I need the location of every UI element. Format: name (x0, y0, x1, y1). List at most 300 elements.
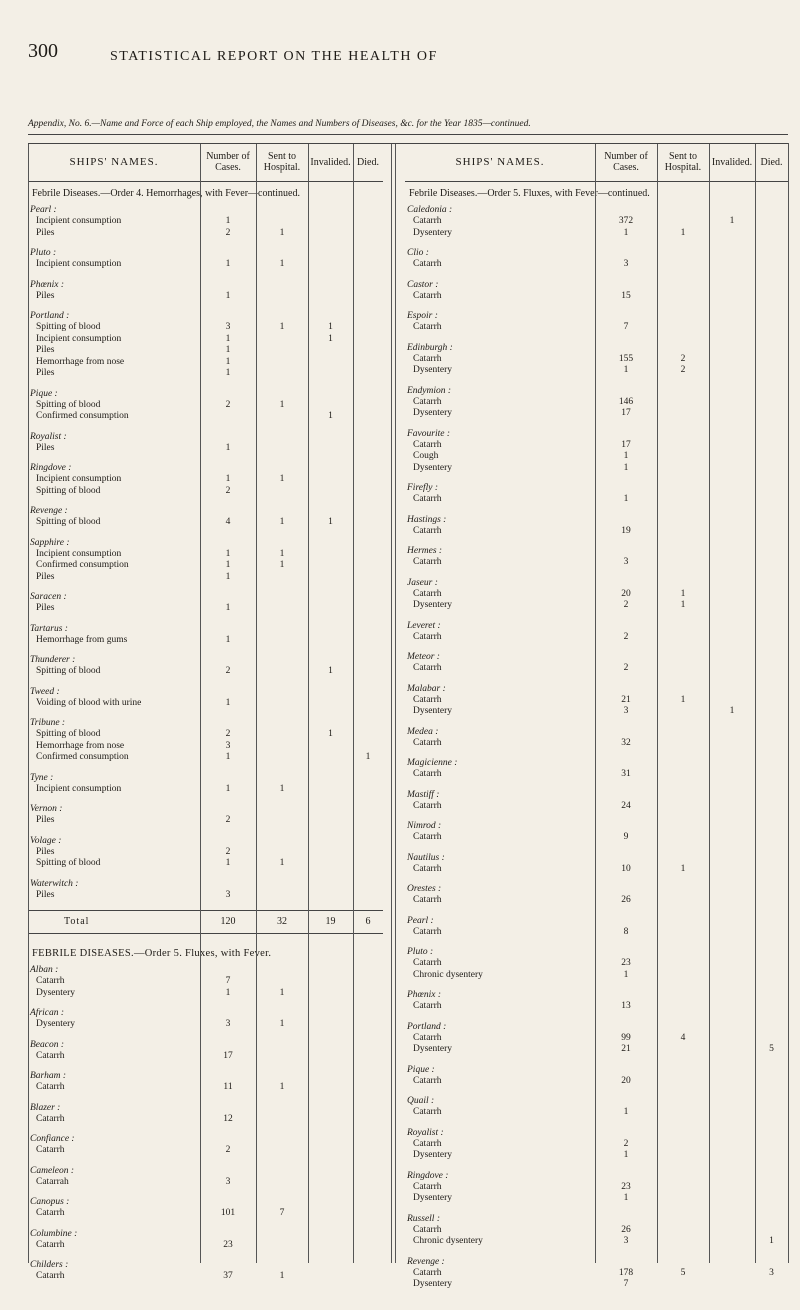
disease-row (28, 345, 383, 357)
cases-value: 32 (621, 737, 631, 748)
disease-row (28, 560, 383, 572)
disease-row (28, 741, 383, 753)
hospital-value: 2 (680, 365, 686, 375)
hospital-value: 1 (279, 1082, 285, 1092)
disease-name: Catarrh (413, 958, 442, 968)
cases-value: 1 (225, 368, 231, 378)
disease-name: Dysentery (36, 987, 76, 998)
disease-row (405, 1139, 788, 1151)
disease-name: Catarrh (36, 1050, 65, 1061)
right-invalided-rule (709, 143, 710, 1263)
disease-row (28, 1019, 383, 1031)
invalided-value: 1 (328, 322, 333, 332)
order-5-continued-ship-list (405, 205, 788, 1291)
disease-name: Catarrah (36, 1176, 69, 1187)
ship-name: Revenge : (30, 506, 68, 516)
disease-row (28, 858, 383, 870)
disease-name: Chronic dysentery (413, 1236, 483, 1246)
ship-name: Phœnix : (407, 990, 442, 1000)
disease-row (28, 322, 383, 334)
cases-value: 1 (225, 858, 231, 868)
hospital-value: 1 (279, 227, 285, 238)
disease-row (405, 354, 788, 366)
disease-row (28, 729, 383, 741)
ship-entry (28, 1197, 383, 1220)
disease-name: Incipient consumption (36, 259, 122, 269)
ship-entry (28, 1229, 383, 1252)
disease-row (28, 572, 383, 584)
ship-entry (405, 1128, 788, 1162)
cases-value: 17 (223, 1050, 233, 1061)
ship-name: Jaseur : (407, 577, 438, 588)
ship-entry (28, 655, 383, 678)
disease-name: Hemorrhage from nose (36, 740, 125, 751)
cases-value: 2 (225, 729, 231, 739)
disease-name: Catarrh (413, 216, 442, 226)
disease-name: Catarrh (413, 800, 442, 811)
disease-name: Incipient consumption (36, 783, 122, 794)
disease-name: Spitting of blood (36, 399, 101, 410)
disease-name: Catarrh (413, 631, 442, 642)
disease-row (405, 322, 788, 334)
disease-row (405, 397, 788, 409)
total-invalided: 19 (325, 916, 336, 927)
disease-row (405, 1001, 788, 1013)
disease-name: Cough (413, 451, 439, 461)
left-died-rule (353, 143, 354, 1263)
disease-name: Catarrh (36, 976, 65, 986)
disease-name: Catarrh (413, 1001, 442, 1011)
cases-value: 1 (623, 451, 629, 461)
ship-name: Thunderer : (30, 655, 76, 665)
disease-name: Hemorrhage from gums (36, 634, 128, 645)
disease-name: Piles (36, 368, 55, 378)
ship-name: Edinburgh : (407, 342, 453, 353)
disease-name: Dysentery (413, 600, 453, 610)
disease-name: Catarrh (413, 588, 442, 599)
order-5-ship-list (28, 965, 383, 1283)
ship-name: Sapphire : (30, 537, 70, 548)
disease-name: Catarrh (413, 694, 442, 705)
disease-row (28, 1051, 383, 1063)
disease-name: Confirmed consumption (36, 560, 129, 570)
cases-value: 1 (225, 333, 231, 344)
table-subtitle: Appendix, No. 6.—Name and Force of each Ship employed, the Names and Numbers of Diseases, &c. for the Year 1835—continued. (28, 119, 531, 129)
running-head: STATISTICAL REPORT ON THE HEALTH OF (110, 49, 438, 64)
ship-entry (405, 578, 788, 612)
hospital-value: 1 (279, 548, 285, 559)
hospital-value: 1 (680, 588, 686, 599)
cases-value: 178 (618, 1267, 634, 1278)
cases-value: 2 (225, 666, 231, 676)
cases-value: 155 (618, 353, 634, 364)
ship-entry (405, 546, 788, 569)
cases-value: 2 (225, 846, 231, 857)
disease-row (28, 890, 383, 902)
ship-entry (28, 879, 383, 902)
disease-name: Hemorrhage from nose (36, 356, 125, 367)
header-invalided: Invalided. (711, 156, 753, 168)
hospital-value: 1 (279, 517, 285, 527)
hospital-value: 1 (680, 600, 686, 610)
cases-value: 1 (225, 783, 231, 794)
ship-name: Leveret : (407, 620, 441, 631)
disease-name: Catarrh (413, 1181, 442, 1192)
ship-entry (405, 1214, 788, 1248)
ship-entry (405, 1096, 788, 1119)
disease-row (405, 1033, 788, 1045)
ship-name: Espoir : (407, 311, 438, 321)
left-invalided-rule (308, 143, 309, 1263)
ship-entry (405, 1257, 788, 1291)
disease-name: Catarrh (36, 1082, 65, 1092)
disease-name: Dysentery (413, 1044, 453, 1054)
section-order-4-title: Febrile Diseases.—Order 4. Hemorrhages, with Fever—continued. (32, 188, 300, 199)
ship-name: Caledonia : (407, 205, 453, 215)
cases-value: 2 (623, 631, 629, 642)
hospital-value: 1 (279, 1271, 285, 1281)
ship-name: Tweed : (30, 686, 60, 697)
disease-name: Dysentery (413, 365, 453, 375)
ship-entry (405, 515, 788, 538)
ship-entry (28, 1103, 383, 1126)
invalided-value: 1 (328, 333, 333, 344)
ship-name: Pique : (30, 388, 58, 399)
ship-name: Meteor : (407, 652, 440, 662)
ship-entry (28, 592, 383, 615)
ship-entry (28, 248, 383, 271)
hospital-value: 1 (279, 987, 285, 998)
ship-name: Tribune : (30, 718, 66, 728)
header-died: Died. (760, 156, 783, 168)
disease-name: Piles (36, 345, 55, 355)
cases-value: 3 (623, 706, 629, 716)
ship-entry (28, 965, 383, 999)
disease-row (28, 334, 383, 346)
cases-value: 1 (623, 1107, 629, 1117)
disease-name: Catarrh (413, 1107, 442, 1117)
hospital-value: 1 (279, 322, 285, 332)
ship-name: Revenge : (407, 1256, 445, 1267)
died-value: 1 (365, 752, 371, 762)
disease-name: Incipient consumption (36, 216, 122, 226)
left-column (28, 143, 383, 1292)
ship-entry (405, 1065, 788, 1088)
disease-name: Catarrh (413, 525, 442, 536)
cases-value: 2 (225, 227, 231, 238)
ship-name: Confiance : (30, 1134, 75, 1144)
hospital-value: 1 (680, 227, 686, 238)
died-value: 3 (769, 1267, 774, 1278)
disease-row (28, 259, 383, 271)
ship-entry (405, 205, 788, 239)
died-value: 1 (769, 1236, 774, 1246)
ship-entry (405, 684, 788, 718)
ship-entry (28, 1008, 383, 1031)
ship-name: Tartarus : (30, 623, 68, 634)
hospital-value: 5 (680, 1267, 686, 1278)
disease-row (28, 216, 383, 228)
hospital-value: 1 (680, 694, 686, 705)
invalided-value: 1 (729, 706, 735, 716)
cases-value: 31 (621, 769, 631, 779)
cases-value: 3 (623, 557, 629, 567)
disease-name: Dysentery (413, 706, 453, 716)
disease-row (28, 1082, 383, 1094)
disease-row (405, 895, 788, 907)
disease-name: Piles (36, 889, 55, 900)
ship-entry (28, 432, 383, 455)
left-hospital-rule (256, 143, 257, 1263)
right-outer-rule (788, 143, 789, 1263)
ship-name: Childers : (30, 1260, 69, 1270)
disease-row (28, 784, 383, 796)
disease-row (405, 695, 788, 707)
ship-entry (405, 621, 788, 644)
disease-name: Dysentery (413, 1279, 453, 1289)
cases-value: 1 (225, 634, 231, 645)
cases-value: 3 (623, 259, 629, 269)
disease-row (28, 1145, 383, 1157)
ship-name: Portland : (407, 1021, 447, 1032)
disease-row (28, 815, 383, 827)
ship-entry (28, 687, 383, 710)
ship-name: Orestes : (407, 884, 442, 894)
disease-name: Chronic dysentery (413, 969, 483, 980)
ship-entry (28, 836, 383, 870)
disease-row (28, 603, 383, 615)
cases-value: 1 (623, 365, 629, 375)
ship-entry (28, 205, 383, 239)
cases-value: 1 (623, 1150, 629, 1160)
ship-name: Waterwitch : (30, 878, 79, 889)
cases-value: 3 (225, 1176, 231, 1187)
ship-name: Pearl : (30, 205, 57, 215)
cases-value: 7 (623, 322, 629, 332)
invalided-value: 1 (328, 729, 333, 739)
ship-name: Pluto : (407, 947, 434, 957)
cases-value: 21 (621, 1044, 631, 1054)
cases-value: 23 (621, 1181, 631, 1192)
ship-entry (405, 727, 788, 750)
disease-row (405, 216, 788, 228)
header-number-of-cases: Number of Cases. (206, 151, 250, 173)
disease-name: Catarrh (36, 1239, 65, 1250)
ship-entry (28, 538, 383, 584)
ship-name: Tyne : (30, 772, 54, 783)
disease-name: Spitting of blood (36, 666, 101, 676)
total-cases: 120 (220, 916, 236, 927)
cases-value: 24 (621, 800, 631, 811)
cases-value: 9 (623, 832, 629, 842)
ship-entry (28, 311, 383, 380)
ship-name: Pique : (407, 1064, 435, 1075)
disease-row (28, 698, 383, 710)
disease-row (28, 752, 383, 764)
ship-entry (405, 280, 788, 303)
ship-name: Columbine : (30, 1228, 78, 1239)
ship-entry (405, 1022, 788, 1056)
disease-name: Spitting of blood (36, 729, 101, 739)
disease-row (28, 988, 383, 1000)
cases-value: 1 (225, 474, 231, 484)
disease-name: Catarrh (413, 557, 442, 567)
ship-entry (28, 804, 383, 827)
header-died: Died. (357, 156, 379, 168)
disease-row (28, 847, 383, 859)
header-ships-names: SHIPS' NAMES. (69, 155, 159, 168)
cases-value: 7 (225, 976, 231, 986)
disease-row (28, 1240, 383, 1252)
disease-row (405, 408, 788, 420)
header-ships-names: SHIPS' NAMES. (455, 155, 545, 168)
header-invalided: Invalided. (310, 156, 351, 168)
cases-value: 1 (225, 571, 231, 582)
cases-value: 11 (223, 1082, 233, 1092)
ship-entry (28, 773, 383, 796)
right-column (405, 143, 788, 1300)
disease-name: Voiding of blood with urine (36, 697, 142, 708)
disease-name: Spitting of blood (36, 322, 101, 332)
cases-value: 1 (623, 462, 629, 473)
disease-name: Catarrh (413, 769, 442, 779)
disease-name: Dysentery (413, 227, 453, 238)
disease-name: Catarrh (413, 494, 442, 504)
ship-entry (405, 652, 788, 675)
ship-entry (28, 506, 383, 529)
ship-name: Castor : (407, 279, 439, 290)
header-sent-to-hospital: Sent to Hospital. (664, 151, 702, 173)
disease-name: Catarrh (413, 832, 442, 842)
cases-value: 26 (621, 1224, 631, 1235)
disease-row (28, 517, 383, 529)
disease-row (405, 958, 788, 970)
ship-entry (405, 311, 788, 334)
cases-value: 3 (225, 889, 231, 900)
disease-row (405, 494, 788, 506)
cases-value: 99 (621, 1032, 631, 1043)
disease-row (28, 1114, 383, 1126)
disease-row (28, 474, 383, 486)
disease-row (28, 443, 383, 455)
disease-row (405, 801, 788, 813)
disease-name: Catarrh (413, 1032, 442, 1043)
ship-name: Canopus : (30, 1197, 70, 1207)
cases-value: 1 (225, 987, 231, 998)
ship-entry (405, 386, 788, 420)
disease-row (405, 228, 788, 240)
right-column-header (405, 143, 788, 182)
cases-value: 19 (621, 525, 631, 536)
ship-name: Blazer : (30, 1102, 61, 1113)
disease-row (28, 411, 383, 423)
disease-name: Catarrh (413, 737, 442, 748)
cases-value: 1 (225, 216, 231, 226)
disease-name: Catarrh (413, 1267, 442, 1278)
cases-value: 3 (225, 322, 231, 332)
disease-name: Catarrh (36, 1271, 65, 1281)
disease-name: Incipient consumption (36, 548, 122, 559)
hospital-value: 1 (279, 1019, 285, 1029)
disease-row (405, 1193, 788, 1205)
ship-entry (405, 884, 788, 907)
ship-entry (28, 1040, 383, 1063)
disease-name: Piles (36, 571, 55, 582)
cases-value: 146 (618, 396, 634, 407)
ship-name: Pearl : (407, 915, 434, 926)
disease-row (405, 557, 788, 569)
invalided-value: 1 (328, 411, 333, 421)
disease-name: Catarrh (36, 1113, 65, 1124)
disease-name: Confirmed consumption (36, 752, 129, 762)
cases-value: 1 (225, 442, 231, 453)
ship-entry (28, 1166, 383, 1189)
section-order-5-title: FEBRILE DISEASES.—Order 5. Fluxes, with Fever. (32, 948, 272, 959)
disease-name: Catarrh (413, 353, 442, 364)
disease-name: Spitting of blood (36, 517, 101, 527)
cases-value: 1 (225, 290, 231, 301)
disease-row (405, 663, 788, 675)
total-hospital: 32 (277, 916, 287, 927)
ship-name: Nimrod : (407, 821, 442, 831)
ship-name: African : (30, 1008, 65, 1018)
disease-row (405, 451, 788, 463)
disease-name: Piles (36, 290, 55, 301)
disease-name: Catarrh (413, 322, 442, 332)
ship-name: Barham : (30, 1071, 66, 1081)
disease-row (28, 635, 383, 647)
disease-name: Catarrh (36, 1208, 65, 1218)
disease-row (28, 486, 383, 498)
cases-value: 1 (225, 603, 231, 613)
disease-name: Catarrh (413, 663, 442, 673)
ship-name: Favourite : (407, 428, 451, 439)
invalided-value: 1 (729, 216, 735, 226)
died-value: 5 (769, 1044, 774, 1054)
disease-row (405, 1107, 788, 1119)
disease-name: Catarrh (36, 1145, 65, 1155)
ship-entry (405, 916, 788, 939)
disease-row (405, 706, 788, 718)
disease-row (405, 1225, 788, 1237)
disease-name: Catarrh (413, 1075, 442, 1086)
ship-name: Clio : (407, 248, 429, 258)
invalided-value: 1 (328, 517, 333, 527)
ship-name: Volage : (30, 835, 62, 846)
disease-name: Dysentery (413, 462, 453, 473)
cases-value: 2 (623, 600, 629, 610)
disease-name: Spitting of blood (36, 858, 101, 868)
disease-row (405, 1279, 788, 1291)
disease-name: Catarrh (413, 1224, 442, 1235)
hospital-value: 1 (279, 259, 285, 269)
cases-value: 26 (621, 895, 631, 905)
right-hospital-rule (657, 143, 658, 1263)
ship-name: Quail : (407, 1096, 435, 1106)
ship-name: Portland : (30, 311, 70, 321)
disease-row (405, 589, 788, 601)
ship-entry (405, 947, 788, 981)
cases-value: 1 (225, 345, 231, 355)
disease-name: Confirmed consumption (36, 411, 129, 421)
order-4-ship-list (28, 205, 383, 901)
hospital-value: 1 (279, 560, 285, 570)
ship-entry (405, 758, 788, 781)
disease-row (405, 1182, 788, 1194)
disease-name: Dysentery (413, 408, 453, 418)
cases-value: 2 (225, 815, 231, 825)
disease-name: Catarrh (413, 895, 442, 905)
